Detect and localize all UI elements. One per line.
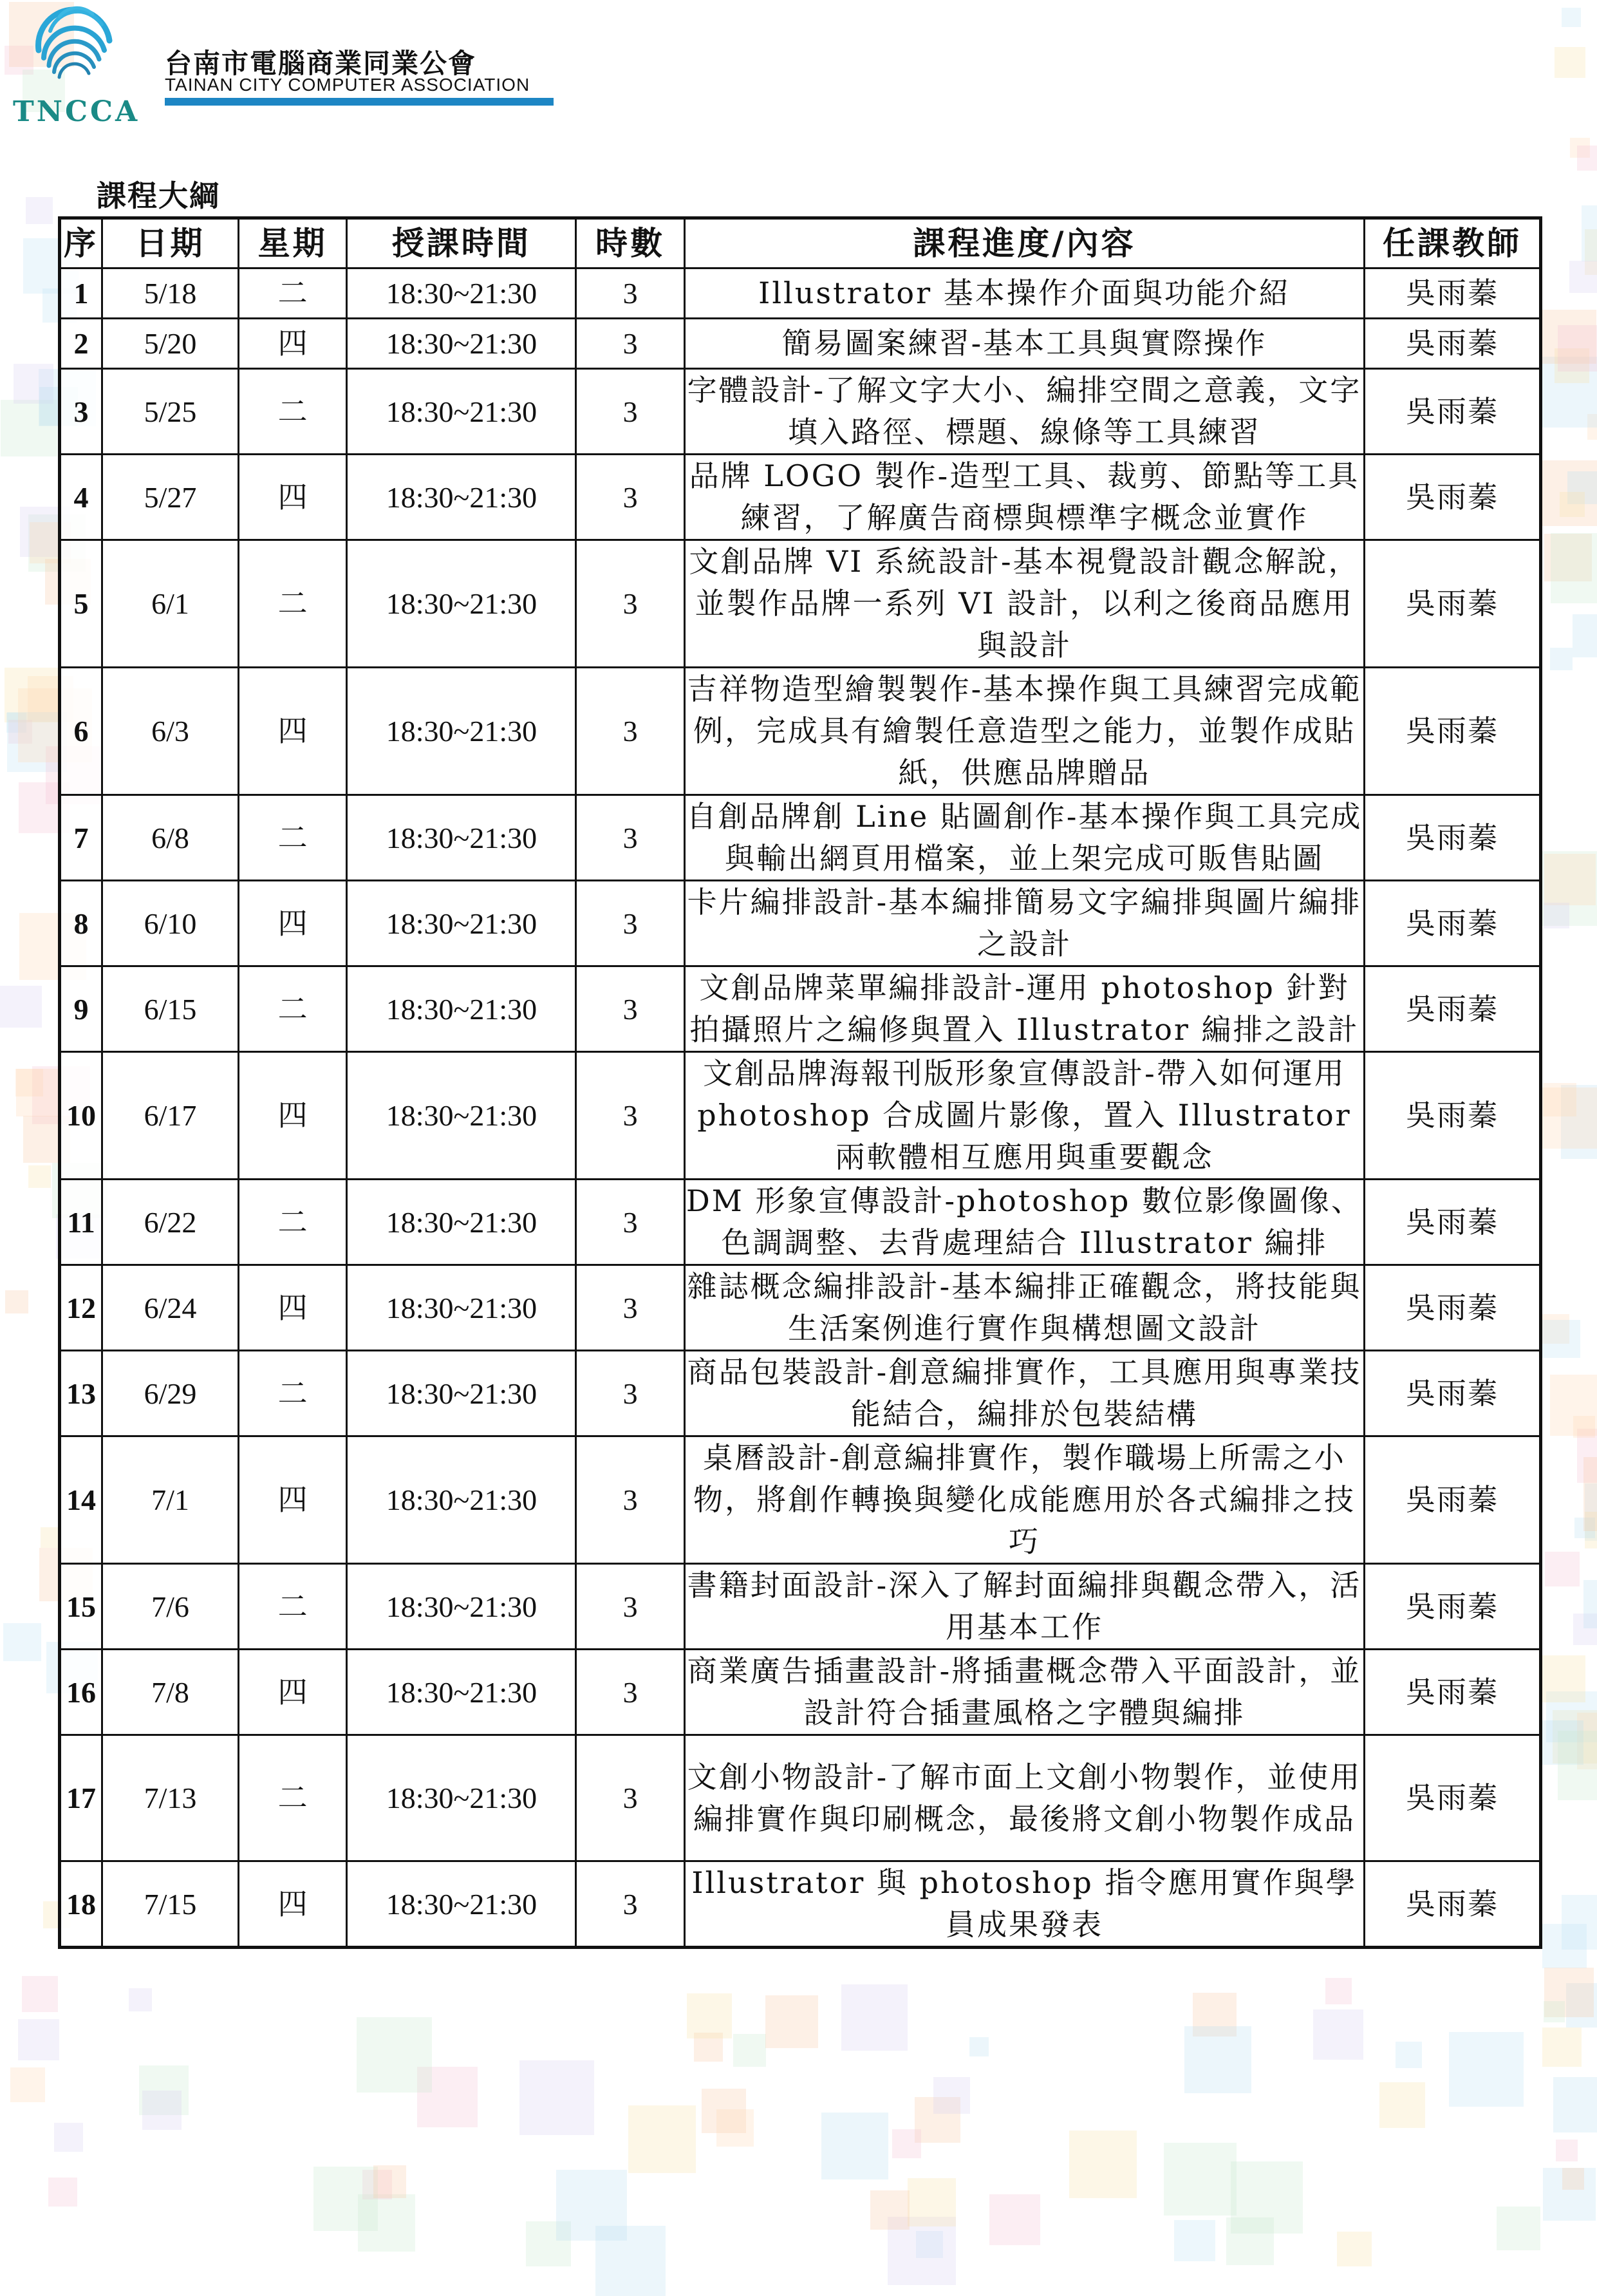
background-tile: [765, 1995, 818, 2048]
cell-date: 7/8: [102, 1650, 238, 1735]
cell-day: 二: [238, 1564, 346, 1650]
cell-teacher: 吳雨蓁: [1365, 1861, 1541, 1948]
cell-time: 18:30~21:30: [347, 1265, 576, 1351]
background-tile: [10, 2067, 45, 2102]
cell-time: 18:30~21:30: [347, 881, 576, 966]
org-name-en: TAINAN CITY COMPUTER ASSOCIATION: [165, 75, 530, 95]
cell-hours: 3: [576, 1351, 684, 1436]
org-name-zh: 台南市電腦商業同業公會: [165, 48, 477, 79]
background-tile: [1551, 533, 1597, 603]
cell-time: 18:30~21:30: [347, 1180, 576, 1265]
cell-no: 5: [60, 540, 102, 668]
cell-content: DM 形象宣傳設計-photoshop 數位影像圖像、色調調整、去背處理結合 Illustrator 編排: [684, 1180, 1364, 1265]
background-tile: [1545, 1552, 1580, 1586]
cell-time: 18:30~21:30: [347, 1861, 576, 1948]
background-tile: [1174, 2220, 1215, 2261]
cell-content: 文創品牌海報刊版形象宣傳設計-帶入如何運用 photoshop 合成圖片影像，置入 Illustrator 兩軟體相互應用與重要觀念: [684, 1052, 1364, 1180]
cell-day: 二: [238, 795, 346, 881]
cell-day: 四: [238, 1052, 346, 1180]
background-tile: [716, 2109, 754, 2147]
cell-content: 雜誌概念編排設計-基本編排正確觀念，將技能與生活案例進行實作與構想圖文設計: [684, 1265, 1364, 1351]
cell-time: 18:30~21:30: [347, 795, 576, 881]
background-tile: [1550, 648, 1573, 670]
cell-day: 二: [238, 369, 346, 455]
background-tile: [129, 1988, 152, 2011]
cell-no: 16: [60, 1650, 102, 1735]
cell-date: 6/22: [102, 1180, 238, 1265]
background-tile: [1562, 8, 1581, 27]
table-row: [60, 668, 1541, 795]
cell-hours: 3: [576, 1650, 684, 1735]
cell-no: 12: [60, 1265, 102, 1351]
table-row: [60, 1436, 1541, 1564]
table-row: [60, 1564, 1541, 1650]
background-tile: [1569, 261, 1597, 293]
background-tile: [28, 1165, 51, 1188]
cell-teacher: 吳雨蓁: [1365, 1564, 1541, 1650]
background-tile: [1582, 205, 1597, 261]
background-tile: [1558, 1731, 1597, 1800]
cell-teacher: 吳雨蓁: [1365, 1650, 1541, 1735]
cell-hours: 3: [576, 1564, 684, 1650]
cell-date: 7/6: [102, 1564, 238, 1650]
cell-no: 15: [60, 1564, 102, 1650]
cell-content: 卡片編排設計-基本編排簡易文字編排與圖片編排之設計: [684, 881, 1364, 966]
cell-hours: 3: [576, 881, 684, 966]
background-tile: [1573, 614, 1597, 657]
background-tile: [1337, 2232, 1372, 2266]
background-tile: [1553, 2077, 1597, 2132]
cell-teacher: 吳雨蓁: [1365, 1351, 1541, 1436]
background-tile: [1583, 1580, 1597, 1628]
cell-hours: 3: [576, 1861, 684, 1948]
background-tile: [1555, 47, 1585, 78]
background-tile: [1543, 1083, 1576, 1116]
cell-day: 四: [238, 668, 346, 795]
cell-hours: 3: [576, 1180, 684, 1265]
cell-no: 11: [60, 1180, 102, 1265]
background-tile: [313, 2167, 378, 2231]
table-row: [60, 1265, 1541, 1351]
cell-no: 8: [60, 881, 102, 966]
cell-teacher: 吳雨蓁: [1365, 795, 1541, 881]
cell-time: 18:30~21:30: [347, 1052, 576, 1180]
background-tile: [1544, 2001, 1565, 2022]
background-tile: [1325, 1978, 1352, 2004]
cell-teacher: 吳雨蓁: [1365, 1180, 1541, 1265]
background-tile: [1497, 2207, 1540, 2250]
background-tile: [15, 1069, 43, 1096]
cell-time: 18:30~21:30: [347, 1650, 576, 1735]
background-tile: [892, 2129, 921, 2158]
cell-no: 7: [60, 795, 102, 881]
cell-no: 1: [60, 268, 102, 319]
cell-teacher: 吳雨蓁: [1365, 1436, 1541, 1564]
cell-time: 18:30~21:30: [347, 966, 576, 1052]
cell-time: 18:30~21:30: [347, 1564, 576, 1650]
cell-date: 7/15: [102, 1861, 238, 1948]
background-tile: [519, 2060, 594, 2135]
cell-day: 四: [238, 455, 346, 540]
table-row: [60, 319, 1541, 369]
background-tile: [142, 2091, 182, 2130]
background-tile: [3, 1623, 41, 1661]
cell-day: 二: [238, 540, 346, 668]
table-row: [60, 1861, 1541, 1948]
cell-day: 四: [238, 319, 346, 369]
cell-content: 簡易圖案練習-基本工具與實際操作: [684, 319, 1364, 369]
background-tile: [1544, 903, 1569, 928]
cell-day: 二: [238, 1351, 346, 1436]
cell-content: 自創品牌創 Line 貼圖創作-基本操作與工具完成與輸出網頁用檔案，並上架完成可販售貼圖: [684, 795, 1364, 881]
cell-date: 6/24: [102, 1265, 238, 1351]
table-row: [60, 1052, 1541, 1180]
cell-date: 6/17: [102, 1052, 238, 1180]
cell-teacher: 吳雨蓁: [1365, 1265, 1541, 1351]
cell-content: 桌曆設計-創意編排實作，製作職場上所需之小物，將創作轉換與變化成能應用於各式編排之技巧: [684, 1436, 1364, 1564]
background-tile: [1558, 325, 1597, 372]
header-hours: 時數: [576, 218, 684, 268]
cell-date: 6/29: [102, 1351, 238, 1436]
background-tile: [1562, 1895, 1597, 1950]
cell-time: 18:30~21:30: [347, 455, 576, 540]
cell-hours: 3: [576, 795, 684, 881]
background-tile: [1577, 146, 1597, 171]
background-tile: [908, 2178, 956, 2226]
header-weekday: 星期: [238, 218, 346, 268]
background-tile: [48, 2178, 77, 2207]
header-time: 授課時間: [347, 218, 576, 268]
cell-date: 5/20: [102, 319, 238, 369]
cell-hours: 3: [576, 369, 684, 455]
cell-content: 吉祥物造型繪製製作-基本操作與工具練習完成範例，完成具有繪製任意造型之能力，並製作成貼紙，供應品牌贈品: [684, 668, 1364, 795]
background-tile: [18, 2019, 59, 2060]
background-tile: [1583, 1457, 1597, 1531]
table-row: [60, 795, 1541, 881]
background-tile: [0, 986, 42, 1028]
background-tile: [933, 2077, 970, 2114]
cell-date: 6/10: [102, 881, 238, 966]
cell-date: 6/1: [102, 540, 238, 668]
cell-time: 18:30~21:30: [347, 540, 576, 668]
background-tile: [1184, 2026, 1251, 2093]
background-tile: [1538, 1655, 1585, 1702]
cell-no: 18: [60, 1861, 102, 1948]
cell-hours: 3: [576, 1052, 684, 1180]
cell-teacher: 吳雨蓁: [1365, 540, 1541, 668]
cell-content: Illustrator 基本操作介面與功能介紹: [684, 268, 1364, 319]
cell-teacher: 吳雨蓁: [1365, 455, 1541, 540]
background-tile: [1379, 2082, 1425, 2128]
background-tile: [1562, 2168, 1584, 2190]
cell-hours: 3: [576, 668, 684, 795]
background-tile: [1313, 2009, 1363, 2060]
cell-hours: 3: [576, 268, 684, 319]
background-tile: [969, 2037, 989, 2056]
cell-no: 14: [60, 1436, 102, 1564]
cell-time: 18:30~21:30: [347, 1735, 576, 1861]
cell-day: 二: [238, 966, 346, 1052]
course-schedule-table: [58, 216, 1542, 1949]
logo-swirl-icon: [26, 5, 122, 89]
cell-date: 6/8: [102, 795, 238, 881]
background-tile: [1069, 2131, 1137, 2198]
cell-no: 10: [60, 1052, 102, 1180]
cell-time: 18:30~21:30: [347, 319, 576, 369]
cell-no: 2: [60, 319, 102, 369]
cell-time: 18:30~21:30: [347, 268, 576, 319]
background-tile: [1449, 2032, 1524, 2107]
header-content: 課程進度/內容: [684, 218, 1364, 268]
background-tile: [687, 1993, 732, 2038]
background-tile: [54, 2123, 83, 2152]
background-tile: [1542, 1320, 1580, 1358]
background-tile: [357, 2017, 432, 2093]
cell-content: 品牌 LOGO 製作-造型工具、裁剪、節點等工具練習，了解廣告商標與標準字概念並實作: [684, 455, 1364, 540]
background-tile: [1556, 2140, 1578, 2161]
table-row: [60, 369, 1541, 455]
cell-teacher: 吳雨蓁: [1365, 668, 1541, 795]
cell-content: 文創品牌 VI 系統設計-基本視覺設計觀念解說，並製作品牌一系列 VI 設計，以利之後商品應用與設計: [684, 540, 1364, 668]
background-tile: [1550, 1375, 1597, 1436]
background-tile: [628, 2105, 696, 2173]
background-tile: [26, 197, 53, 224]
table-row: [60, 881, 1541, 966]
cell-content: 書籍封面設計-深入了解封面編排與觀念帶入，活用基本工作: [684, 1564, 1364, 1650]
background-tile: [1560, 492, 1585, 517]
cell-day: 二: [238, 1735, 346, 1861]
cell-hours: 3: [576, 540, 684, 668]
cell-teacher: 吳雨蓁: [1365, 1052, 1541, 1180]
cell-time: 18:30~21:30: [347, 668, 576, 795]
cell-date: 7/1: [102, 1436, 238, 1564]
cell-day: 四: [238, 1650, 346, 1735]
table-row: [60, 1180, 1541, 1265]
cell-hours: 3: [576, 1735, 684, 1861]
cell-day: 二: [238, 268, 346, 319]
cell-teacher: 吳雨蓁: [1365, 966, 1541, 1052]
background-tile: [841, 1984, 908, 2051]
cell-day: 四: [238, 881, 346, 966]
table-row: [60, 540, 1541, 668]
cell-date: 5/25: [102, 369, 238, 455]
cell-hours: 3: [576, 455, 684, 540]
cell-date: 6/15: [102, 966, 238, 1052]
table-row: [60, 1735, 1541, 1861]
cell-date: 5/18: [102, 268, 238, 319]
cell-no: 4: [60, 455, 102, 540]
background-tile: [1544, 854, 1596, 905]
background-tile: [22, 1976, 58, 2012]
cell-content: 商業廣告插畫設計-將插畫概念帶入平面設計，並設計符合插畫風格之字體與編排: [684, 1650, 1364, 1735]
table-row: [60, 455, 1541, 540]
cell-teacher: 吳雨蓁: [1365, 1735, 1541, 1861]
cell-no: 17: [60, 1735, 102, 1861]
cell-time: 18:30~21:30: [347, 1436, 576, 1564]
table-row: [60, 966, 1541, 1052]
cell-content: Illustrator 與 photoshop 指令應用實作與學員成果發表: [684, 1861, 1364, 1948]
cell-time: 18:30~21:30: [347, 1351, 576, 1436]
cell-teacher: 吳雨蓁: [1365, 881, 1541, 966]
header-date: 日期: [102, 218, 238, 268]
cell-teacher: 吳雨蓁: [1365, 369, 1541, 455]
cell-hours: 3: [576, 1436, 684, 1564]
cell-teacher: 吳雨蓁: [1365, 319, 1541, 369]
page-title: 課程大綱: [97, 178, 220, 213]
table-row: [60, 1351, 1541, 1436]
background-tile: [733, 2034, 766, 2067]
cell-no: 13: [60, 1351, 102, 1436]
header-no: 序: [60, 218, 102, 268]
cell-hours: 3: [576, 319, 684, 369]
cell-no: 9: [60, 966, 102, 1052]
background-tile: [1231, 2161, 1303, 2234]
cell-hours: 3: [576, 1265, 684, 1351]
cell-time: 18:30~21:30: [347, 369, 576, 455]
cell-day: 四: [238, 1265, 346, 1351]
cell-content: 文創品牌菜單編排設計-運用 photoshop 針對拍攝照片之編修與置入 Illustrator 編排之設計: [684, 966, 1364, 1052]
cell-day: 四: [238, 1861, 346, 1948]
background-tile: [821, 2113, 888, 2179]
background-tile: [1396, 2042, 1422, 2068]
cell-day: 二: [238, 1180, 346, 1265]
background-tile: [556, 2170, 627, 2241]
table-row: [60, 268, 1541, 319]
cell-date: 6/3: [102, 668, 238, 795]
background-tile: [1164, 2143, 1237, 2216]
cell-no: 3: [60, 369, 102, 455]
cell-content: 字體設計-了解文字大小、編排空間之意義，文字填入路徑、標題、線條等工具練習: [684, 369, 1364, 455]
cell-day: 四: [238, 1436, 346, 1564]
cell-no: 6: [60, 668, 102, 795]
header-underline: [165, 98, 554, 106]
cell-teacher: 吳雨蓁: [1365, 268, 1541, 319]
cell-content: 文創小物設計-了解市面上文創小物製作，並使用編排實作與印刷概念，最後將文創小物製作成品: [684, 1735, 1364, 1861]
background-tile: [989, 2194, 1040, 2245]
header-teacher: 任課教師: [1365, 218, 1541, 268]
background-tile: [5, 1290, 28, 1313]
background-tile: [373, 2165, 406, 2198]
logo-text: TNCCA: [13, 95, 140, 128]
background-tile: [1542, 2028, 1582, 2067]
table-header-row: [60, 218, 1541, 268]
background-tile: [870, 2190, 910, 2230]
table-row: [60, 1650, 1541, 1735]
cell-date: 7/13: [102, 1735, 238, 1861]
cell-hours: 3: [576, 966, 684, 1052]
cell-date: 5/27: [102, 455, 238, 540]
cell-content: 商品包裝設計-創意編排實作，工具應用與專業技能結合，編排於包裝結構: [684, 1351, 1364, 1436]
